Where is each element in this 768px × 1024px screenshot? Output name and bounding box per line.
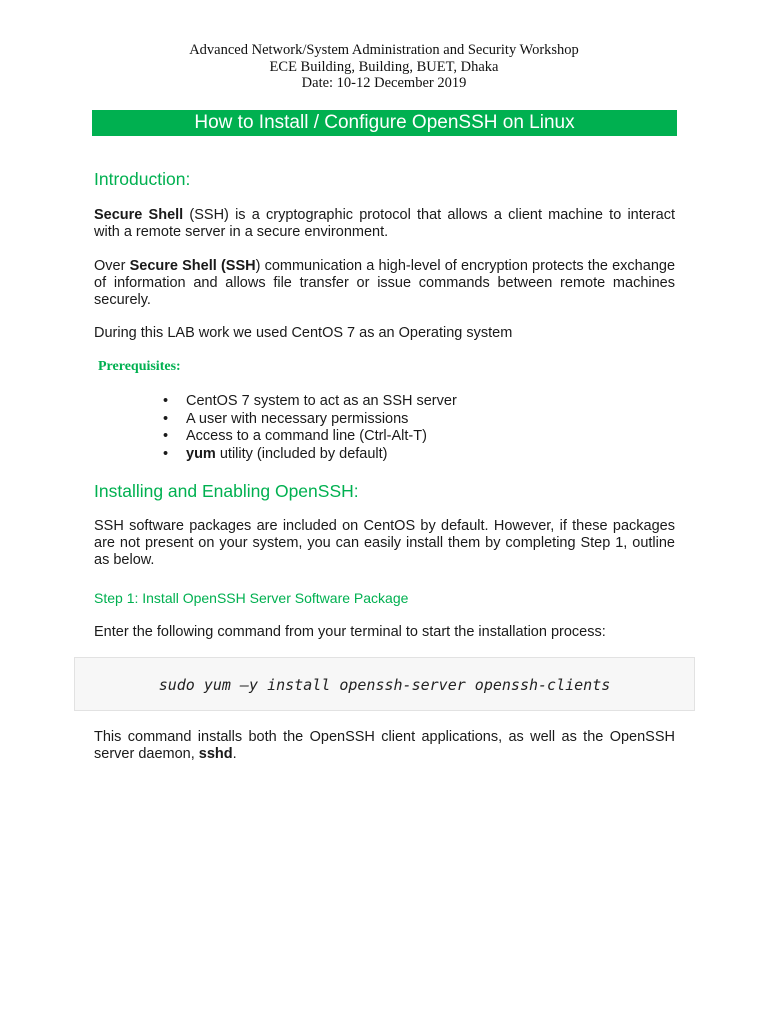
list-item: • Access to a command line (Ctrl-Alt-T) (163, 428, 427, 444)
secure-shell-ssh-bold: Secure Shell (SSH (129, 258, 256, 274)
bullet-icon: • (163, 393, 169, 409)
yum-bold: yum (186, 445, 216, 462)
bullet-icon: • (163, 445, 169, 462)
sshd-bold: sshd (198, 746, 233, 762)
page-title: How to Install / Configure OpenSSH on Linux (92, 110, 677, 136)
bullet-icon: • (163, 410, 169, 427)
installing-heading: Installing and Enabling OpenSSH: (94, 481, 359, 501)
prerequisites-list (160, 393, 457, 463)
bullet-icon: • (163, 428, 169, 444)
installing-paragraph-1: SSH software packages are included on CentOS by default. However, if these packages are not present on your system, you can easily install them by completing Step 1, outline as below. (94, 518, 675, 568)
secure-shell-bold: Secure Shell (94, 207, 184, 223)
installing-paragraph-2: Enter the following command from your terminal to start the installation process: (94, 624, 606, 640)
list-item: • A user with necessary permissions (163, 410, 409, 427)
intro-p2-start: Over (94, 258, 130, 274)
intro-paragraph-3: During this LAB work we used CentOS 7 as an Operating system (94, 325, 513, 341)
document-header (0, 42, 768, 92)
header-date-line: Date: 10-12 December 2019 (301, 75, 467, 91)
step-1-heading: Step 1: Install OpenSSH Server Software Package (94, 590, 409, 606)
prerequisites-heading: Prerequisites: (98, 359, 181, 374)
header-workshop-line: Advanced Network/System Administration and Security Workshop (189, 42, 579, 58)
intro-paragraph-1 (94, 207, 675, 241)
intro-p2-text: ) communication a high-level of encryption protects the exchange of information and allows file transfer or issue commands between remote machines securely. (94, 258, 676, 308)
list-item: • CentOS 7 system to act as an SSH server (163, 393, 457, 409)
command-code-block (74, 657, 695, 711)
intro-paragraph-2 (94, 258, 675, 309)
list-item: • yum utility (included by default) (163, 445, 388, 462)
introduction-heading: Introduction: (94, 169, 191, 189)
intro-p1-text: (SSH) is a cryptographic protocol that allows a client machine to interact with a remote server in a secure environment. (94, 207, 675, 240)
install-command: sudo yum –y install openssh-server openssh-clients (158, 676, 611, 694)
header-location-line: ECE Building, Building, BUET, Dhaka (269, 58, 499, 75)
installing-paragraph-3: This command installs both the OpenSSH client applications, as well as the OpenSSH server daemon, sshd. (94, 729, 675, 762)
